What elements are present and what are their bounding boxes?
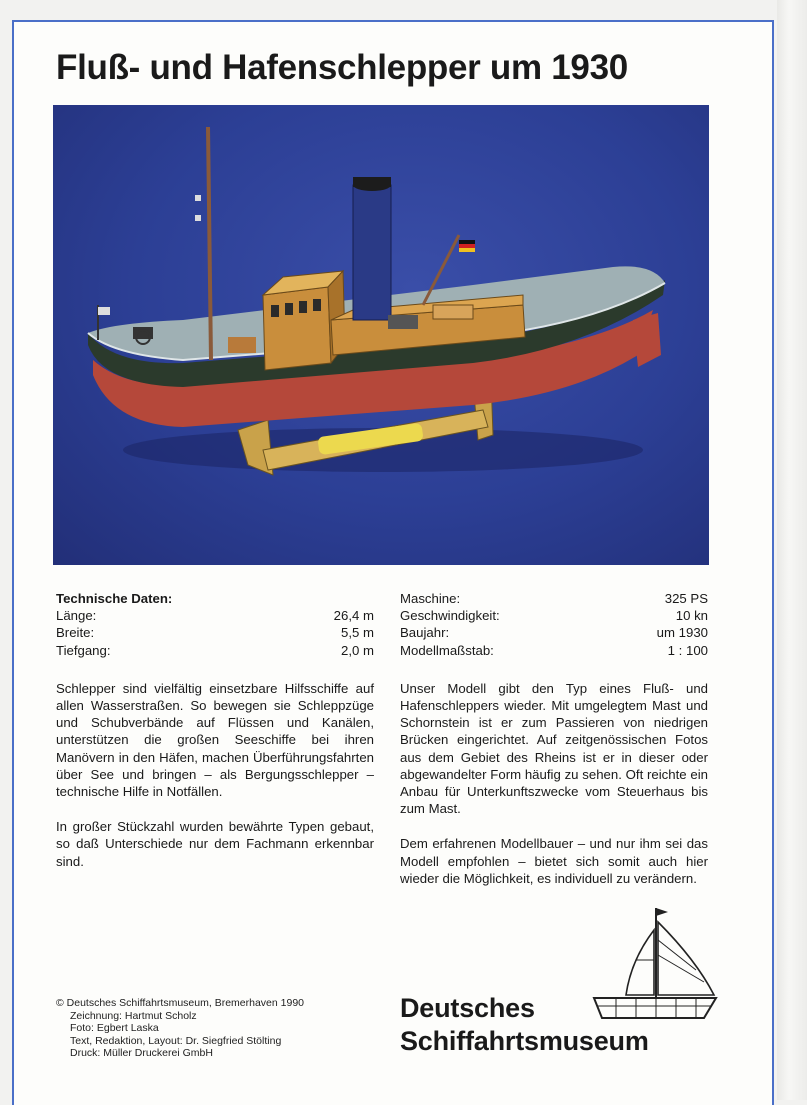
spec-label: Tiefgang:	[56, 642, 111, 658]
credit-line: Druck: Müller Druckerei GmbH	[70, 1047, 213, 1060]
spec-row-breite	[56, 624, 374, 641]
right-text	[400, 680, 708, 887]
right-column	[400, 590, 708, 887]
left-text	[56, 680, 374, 870]
credits	[56, 997, 376, 1060]
museum-name-line2: Schiffahrtsmuseum	[400, 1026, 649, 1056]
spec-value: 5,5 m	[341, 625, 374, 641]
paragraph: In großer Stückzahl wurden bewährte Typen gebaut, so daß Unterschiede nur dem Fachmann erkennbar sind.	[56, 819, 374, 869]
page-edge	[777, 0, 807, 1100]
paragraph: Dem erfahrenen Modellbauer – und nur ihm sei das Modell empfohlen – bietet sich somit auch hier wieder die Möglichkeit, es individuell zu verändern.	[400, 836, 708, 886]
tugboat-illustration	[53, 105, 709, 565]
spec-value: 2,0 m	[341, 642, 374, 658]
spec-label: Geschwindigkeit:	[400, 608, 500, 624]
spec-label: Breite:	[56, 625, 95, 641]
spec-row-baujahr	[400, 624, 708, 641]
spec-value: 325 PS	[664, 591, 708, 606]
spec-row-geschwindigkeit	[400, 607, 708, 624]
spec-value: 26,4 m	[333, 608, 374, 624]
copyright-line: © Deutsches Schiffahrtsmuseum, Bremerhaven 1990	[56, 997, 304, 1009]
credit-line: Foto: Egbert Laska	[70, 1022, 159, 1035]
spec-row-tiefgang	[56, 642, 374, 659]
spec-label: Baujahr:	[400, 625, 450, 641]
specs-heading: Technische Daten:	[56, 591, 173, 606]
spec-row-maschine	[400, 590, 708, 607]
credit-line: Zeichnung: Hartmut Scholz	[70, 1009, 197, 1022]
spec-label: Länge:	[56, 608, 97, 624]
spec-value: 10 kn	[675, 608, 708, 624]
museum-name-line1: Deutsches	[400, 993, 535, 1023]
museum-name	[400, 992, 720, 1058]
spec-label: Modellmaßstab:	[400, 642, 494, 658]
spec-row-laenge	[56, 607, 374, 624]
page-title: Fluß- und Hafenschlepper um 1930	[56, 48, 628, 87]
paragraph: Unser Modell gibt den Typ eines Fluß- und Hafenschleppers wieder. Mit umgelegtem Mast und Schornstein ist er zum Passieren von niedrigen Brücken eingerichtet. Auf zeitgenössischen Fotos aus dem Gebiet des Rheins ist er in dieser oder abgewandelter Form häufig zu sehen. Oft reichte ein Anbau für Unterkunftszwecke vom Steuerhaus bis zum Mast.	[400, 680, 708, 817]
left-column	[56, 590, 374, 870]
spec-value: um 1930	[656, 625, 708, 641]
spec-label: Maschine:	[400, 591, 461, 606]
spec-value: 1 : 100	[667, 642, 708, 658]
credit-line: Text, Redaktion, Layout: Dr. Siegfried Stölting	[70, 1034, 282, 1047]
tugboat-model-photo	[53, 105, 709, 565]
paragraph: Schlepper sind vielfältig einsetzbare Hilfsschiffe auf allen Wasserstraßen. So bewegen sie Schleppzüge und Schubverbände auf Flüssen und Kanälen, unterstützen die großen Seeschiffe bei ihren Manövern in den Häfen, machen Überführungsfahrten über See und bringen – als Bergungsschlepper – technische Hilfe in Notfällen.	[56, 680, 374, 800]
spec-row-modellmassstab	[400, 642, 708, 659]
